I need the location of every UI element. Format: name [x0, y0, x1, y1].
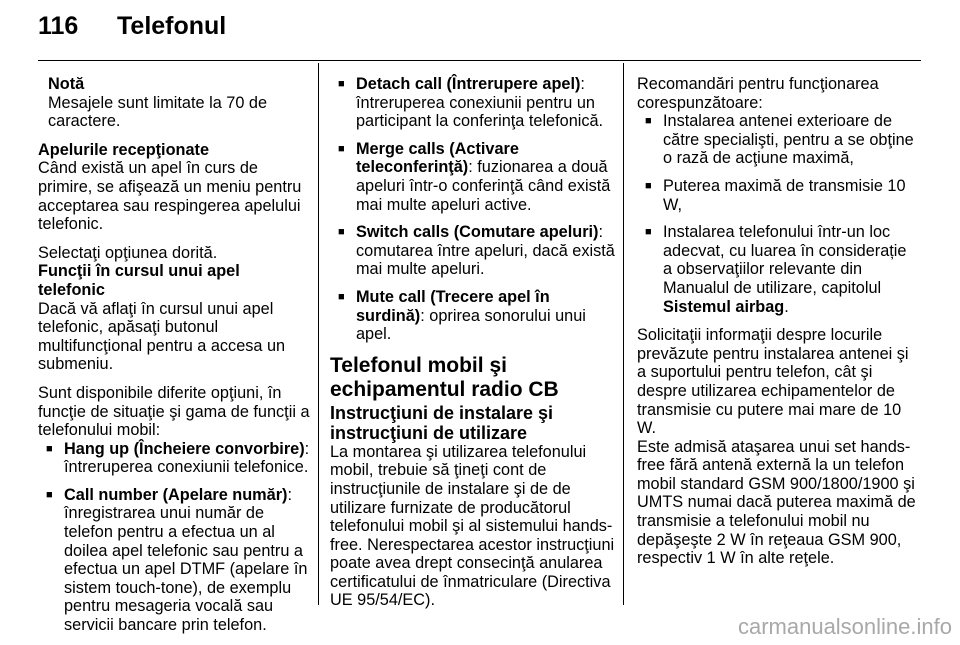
bullet-text: Puterea maximă de transmisie 10 W, [663, 176, 906, 214]
bullet-term: Merge calls (Activare teleconferinţă) [356, 139, 519, 177]
list-item: ■ Detach call (Întrerupere apel): întreruperea conexiunii pentru un participant la conferinţa telefonică. [338, 75, 615, 131]
received-calls-text: Când există un apel în curs de primire, se afişează un meniu pentru acceptarea sau respingerea apelului telefonic. [38, 159, 302, 234]
bullet-text: fuzionarea a două apeluri într-o conferinţă când există mai multe apeluri active. [356, 158, 611, 214]
list-item: ■ Call number (Apelare număr): înregistrarea unui număr de telefon pentru a efectua un al doilea apel telefonic sau pentru a efectua un apel DTMF (apelare în sistem touch-tone), de exemplu pentru mesageria vocală sau servicii bancare prin telefon. [46, 486, 310, 635]
column-divider-2 [623, 63, 624, 605]
section-heading: Telefonul mobil şi echipamentul radio CB [330, 353, 559, 402]
list-item [645, 223, 917, 316]
list-item [645, 112, 917, 168]
header-rule [38, 60, 921, 61]
bullet-text: oprirea sonorului unui apel. [356, 306, 586, 344]
call-functions-heading: Funcţii în cursul unui apel telefonic [38, 262, 240, 299]
install-text: La montarea şi utilizarea telefonului mobil, trebuie să ţineţi cont de instrucţiunile de instalare şi de de utilizare furnizate de producătorul telefonului mobil şi al sistemului hands-free. Nerespectarea acestor instrucţiuni poate avea drept consecinţă anularea certificatului de înmatriculare (Directiva UE 95/54/EC). [330, 442, 615, 610]
note-text: Mesajele sunt limitate la 70 de caractere. [48, 93, 268, 131]
received-calls-section [38, 141, 310, 234]
conference-options-list [330, 75, 615, 344]
recommend-text: Recomandări pentru funcţionarea corespunzătoare: [637, 75, 879, 112]
bullet-term: Switch calls (Comutare apeluri) [356, 223, 599, 242]
airbag-chapter-ref: Sistemul airbag [663, 297, 785, 316]
handsfree-text: Este admisă ataşarea unui set hands-free fără antenă externă la un telefon mobil standard GSM 900/1800/1900 şi UMTS numai dacă puterea maximă de transmisie a telefonului mobil nu depăşeşte 2 W în reţeaua GSM 900, respectiv 1 W în alte reţele. [637, 437, 916, 568]
bullet-text: comutarea între apeluri, dacă există mai multe apeluri. [356, 241, 615, 279]
info-text: Solicitaţii informaţii despre locurile prevăzute pentru instalarea antenei şi a suportului pentru telefon, cât şi despre utilizarea echipamentelor de transmisie cu putere mai mare de 10 W. [637, 326, 909, 438]
column-1 [38, 75, 310, 645]
watermark: carmanualsonline.info [737, 614, 952, 639]
list-item [645, 177, 917, 214]
bullet-term: Detach call (Întrerupere apel) [356, 75, 581, 93]
call-functions-text: Dacă vă aflaţi în cursul unui apel telefonic, apăsaţi butonul multifuncţional pentru a accesa un submeniu. [38, 299, 286, 374]
options-text: Sunt disponibile diferite opţiuni, în funcţie de situaţie şi gama de funcţii a telefonului mobil: [38, 383, 310, 440]
bullet-text: Instalarea antenei exterioare de către specialişti, pentru a se obţine o rază de acţiune maximă, [663, 112, 914, 168]
bullet-term: Mute call (Trecere apel în surdină) [356, 287, 550, 325]
bullet-text: înregistrarea unui număr de telefon pentru a efectua un al doilea apel telefonic sau pentru a efectua un apel DTMF (apelare în sistem touch-tone), de exemplu pentru mesageria vocală sau servicii bancare prin telefon. [64, 504, 308, 635]
sub-section-heading: Instrucţiuni de instalare şi instrucţiuni de utilizare [330, 402, 554, 443]
bullet-text: întreruperea conexiunii telefonice. [64, 458, 309, 477]
list-item: ■ Switch calls (Comutare apeluri): comutarea între apeluri, dacă există mai multe apeluri. [338, 223, 615, 279]
bullet-end: . [784, 297, 789, 316]
select-option-text: Selectaţi opţiunea dorită. [38, 243, 218, 262]
column-divider-1 [318, 63, 319, 605]
received-calls-heading: Apelurile recepţionate [38, 140, 210, 159]
list-item: ■ Hang up (Încheiere convorbire): întreruperea conexiunii telefonice. [46, 440, 310, 477]
bullet-text: Instalarea telefonului într-un loc adecvat, cu luarea în considerație a observaţiilor relevante din Manualul de utilizare, capitolul [663, 223, 907, 297]
bullet-text: întreruperea conexiunii pentru un participant la conferinţa telefonică. [356, 93, 604, 131]
bullet-term: Call number (Apelare număr) [64, 485, 288, 504]
recommend-list [637, 112, 917, 316]
list-item: ■ Merge calls (Activare teleconferinţă): fuzionarea a două apeluri într-o conferinţă când există mai multe apeluri active. [338, 140, 615, 214]
page-number: 116 [38, 12, 79, 40]
list-item: ■ Mute call (Trecere apel în surdină): oprirea sonorului unui apel. [338, 288, 615, 344]
page-title: Telefonul [117, 12, 227, 40]
note-box [38, 75, 310, 131]
call-options-list [38, 440, 310, 635]
column-2 [330, 75, 615, 610]
note-label: Notă [48, 75, 85, 93]
column-3 [637, 75, 917, 568]
bullet-term: Hang up (Încheiere convorbire) [64, 439, 305, 458]
call-functions-section [38, 262, 310, 374]
